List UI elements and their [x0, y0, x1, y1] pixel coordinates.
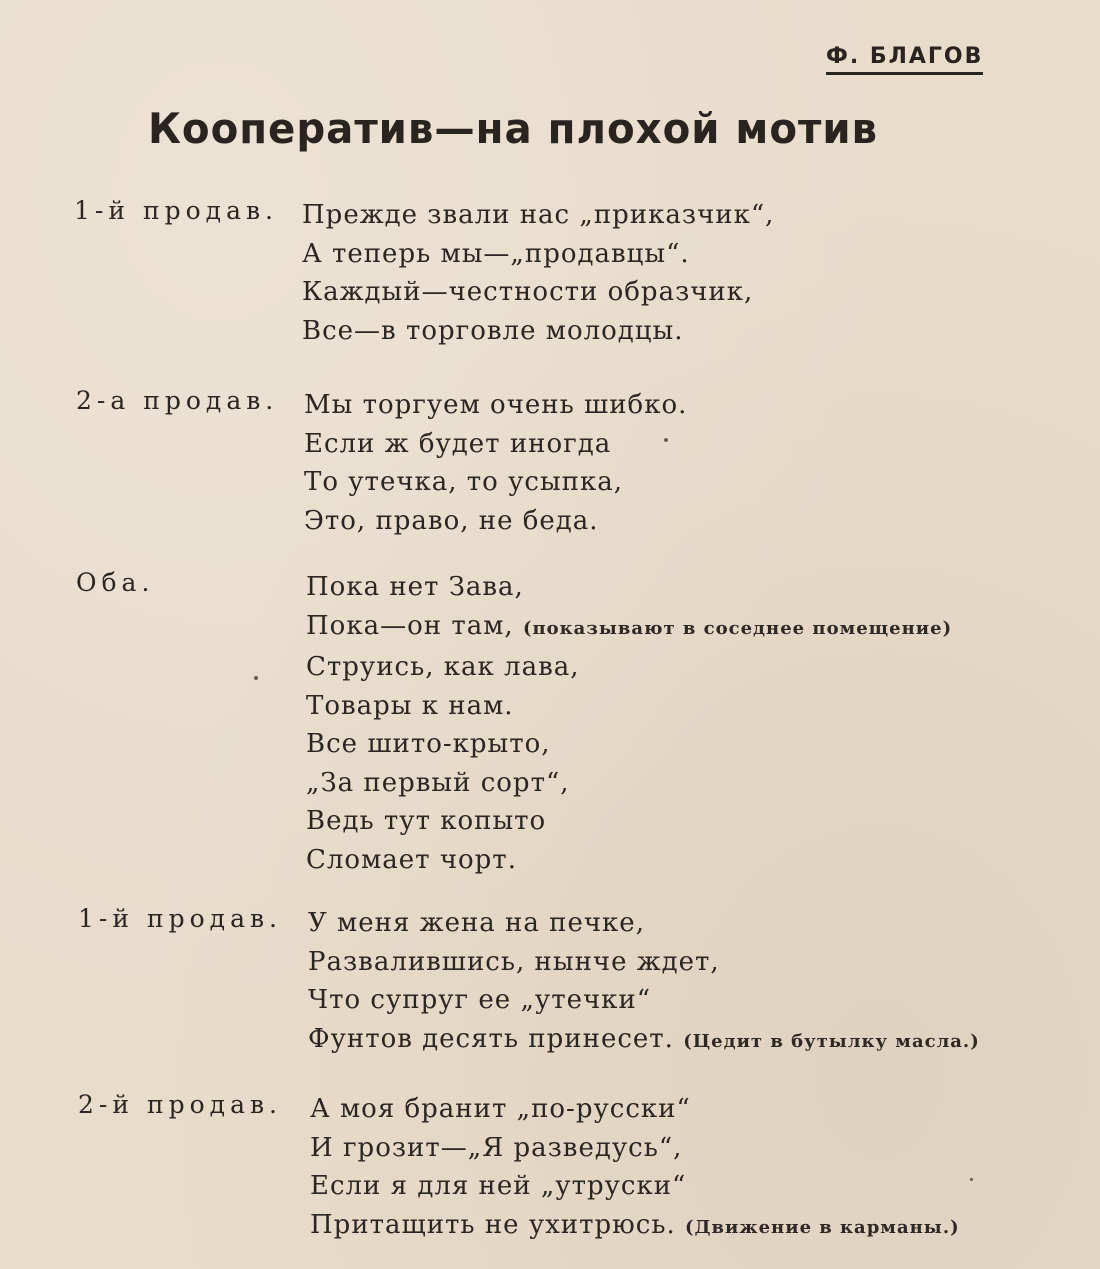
verse-line: [308, 943, 980, 982]
verse-line: [302, 196, 774, 235]
verse-text: Пока—он там,: [306, 610, 514, 641]
speaker-label: 2-а продав.: [76, 386, 279, 415]
paper-speck: [664, 438, 668, 442]
verse-line: [304, 502, 687, 541]
verse-line: [304, 463, 687, 502]
verse-lines: [304, 386, 687, 540]
verse-text: Прежде звали нас „приказчик“,: [302, 200, 775, 230]
verse-line: [310, 1206, 960, 1248]
verse-line: [302, 273, 774, 312]
verse-line: [306, 841, 952, 880]
paper-speck: [970, 1178, 973, 1181]
verse-line: [306, 648, 952, 687]
author-name: Ф. БЛАГОВ: [826, 44, 983, 75]
verse-lines: [308, 904, 980, 1061]
verse-text: „За первый сорт“,: [306, 767, 570, 798]
verse-line: [310, 1129, 960, 1168]
verse-text: А моя бранит „по-русски“: [310, 1094, 691, 1124]
verse-text: То утечка, то усыпка,: [304, 467, 623, 497]
page-title: Кооператив—на плохой мотив: [148, 104, 879, 153]
verse-text: А теперь мы—„продавцы“.: [302, 238, 690, 269]
verse-lines: [306, 568, 952, 879]
verse-text: Товары к нам.: [306, 690, 514, 721]
verse-text: Струись, как лава,: [306, 652, 580, 682]
verse-text: Все шито-крыто,: [306, 729, 551, 759]
verse-text: Все—в торговле молодцы.: [302, 315, 684, 346]
verse-line: [306, 725, 952, 764]
verse-line: [304, 425, 687, 464]
verse-line: [310, 1090, 960, 1129]
verse-line: [308, 981, 980, 1020]
verse-text: Притащить не ухитрюсь.: [310, 1209, 676, 1240]
verse-text: Что супруг ее „утечки“: [308, 985, 652, 1015]
speaker-label: 1-й продав.: [74, 196, 278, 225]
speaker-label: Оба.: [76, 568, 155, 597]
verse-text: Развалившись, нынче ждет,: [308, 946, 720, 977]
verse-line: [306, 568, 952, 607]
stage-direction: (Движение в карманы.): [685, 1216, 960, 1238]
verse-text: У меня жена на печке,: [308, 908, 645, 938]
verse-text: Каждый—честности образчик,: [302, 277, 754, 307]
verse-text: Мы торгуем очень шибко.: [304, 390, 688, 420]
verse-text: Фунтов десять принесет.: [308, 1023, 674, 1054]
verse-line: [302, 312, 774, 351]
verse-line: [306, 687, 952, 726]
stage-direction: (Цедит в бутылку масла.): [683, 1030, 980, 1052]
stage-direction: (показывают в соседнее помещение): [522, 617, 953, 639]
verse-line: [306, 764, 952, 803]
verse-line: [308, 904, 980, 943]
verse-line: [302, 235, 774, 274]
verse-text: И грозит—„Я разведусь“,: [310, 1132, 683, 1163]
verse-line: [306, 607, 952, 649]
verse-line: [304, 386, 687, 425]
speaker-label: 1-й продав.: [78, 904, 282, 933]
verse-line: [306, 802, 952, 841]
verse-text: Если я для ней „утруски“: [310, 1171, 687, 1201]
verse-text: Сломает чорт.: [306, 844, 517, 875]
verse-text: Это, право, не беда.: [304, 505, 599, 536]
verse-lines: [310, 1090, 960, 1247]
verse-text: Пока нет Зава,: [306, 572, 524, 602]
verse-text: Ведь тут копыто: [306, 806, 547, 836]
verse-lines: [302, 196, 774, 350]
verse-line: [310, 1167, 960, 1206]
verse-line: [308, 1020, 980, 1062]
verse-text: Если ж будет иногда: [304, 428, 612, 459]
paper-speck: [254, 676, 258, 680]
speaker-label: 2-й продав.: [78, 1090, 282, 1119]
